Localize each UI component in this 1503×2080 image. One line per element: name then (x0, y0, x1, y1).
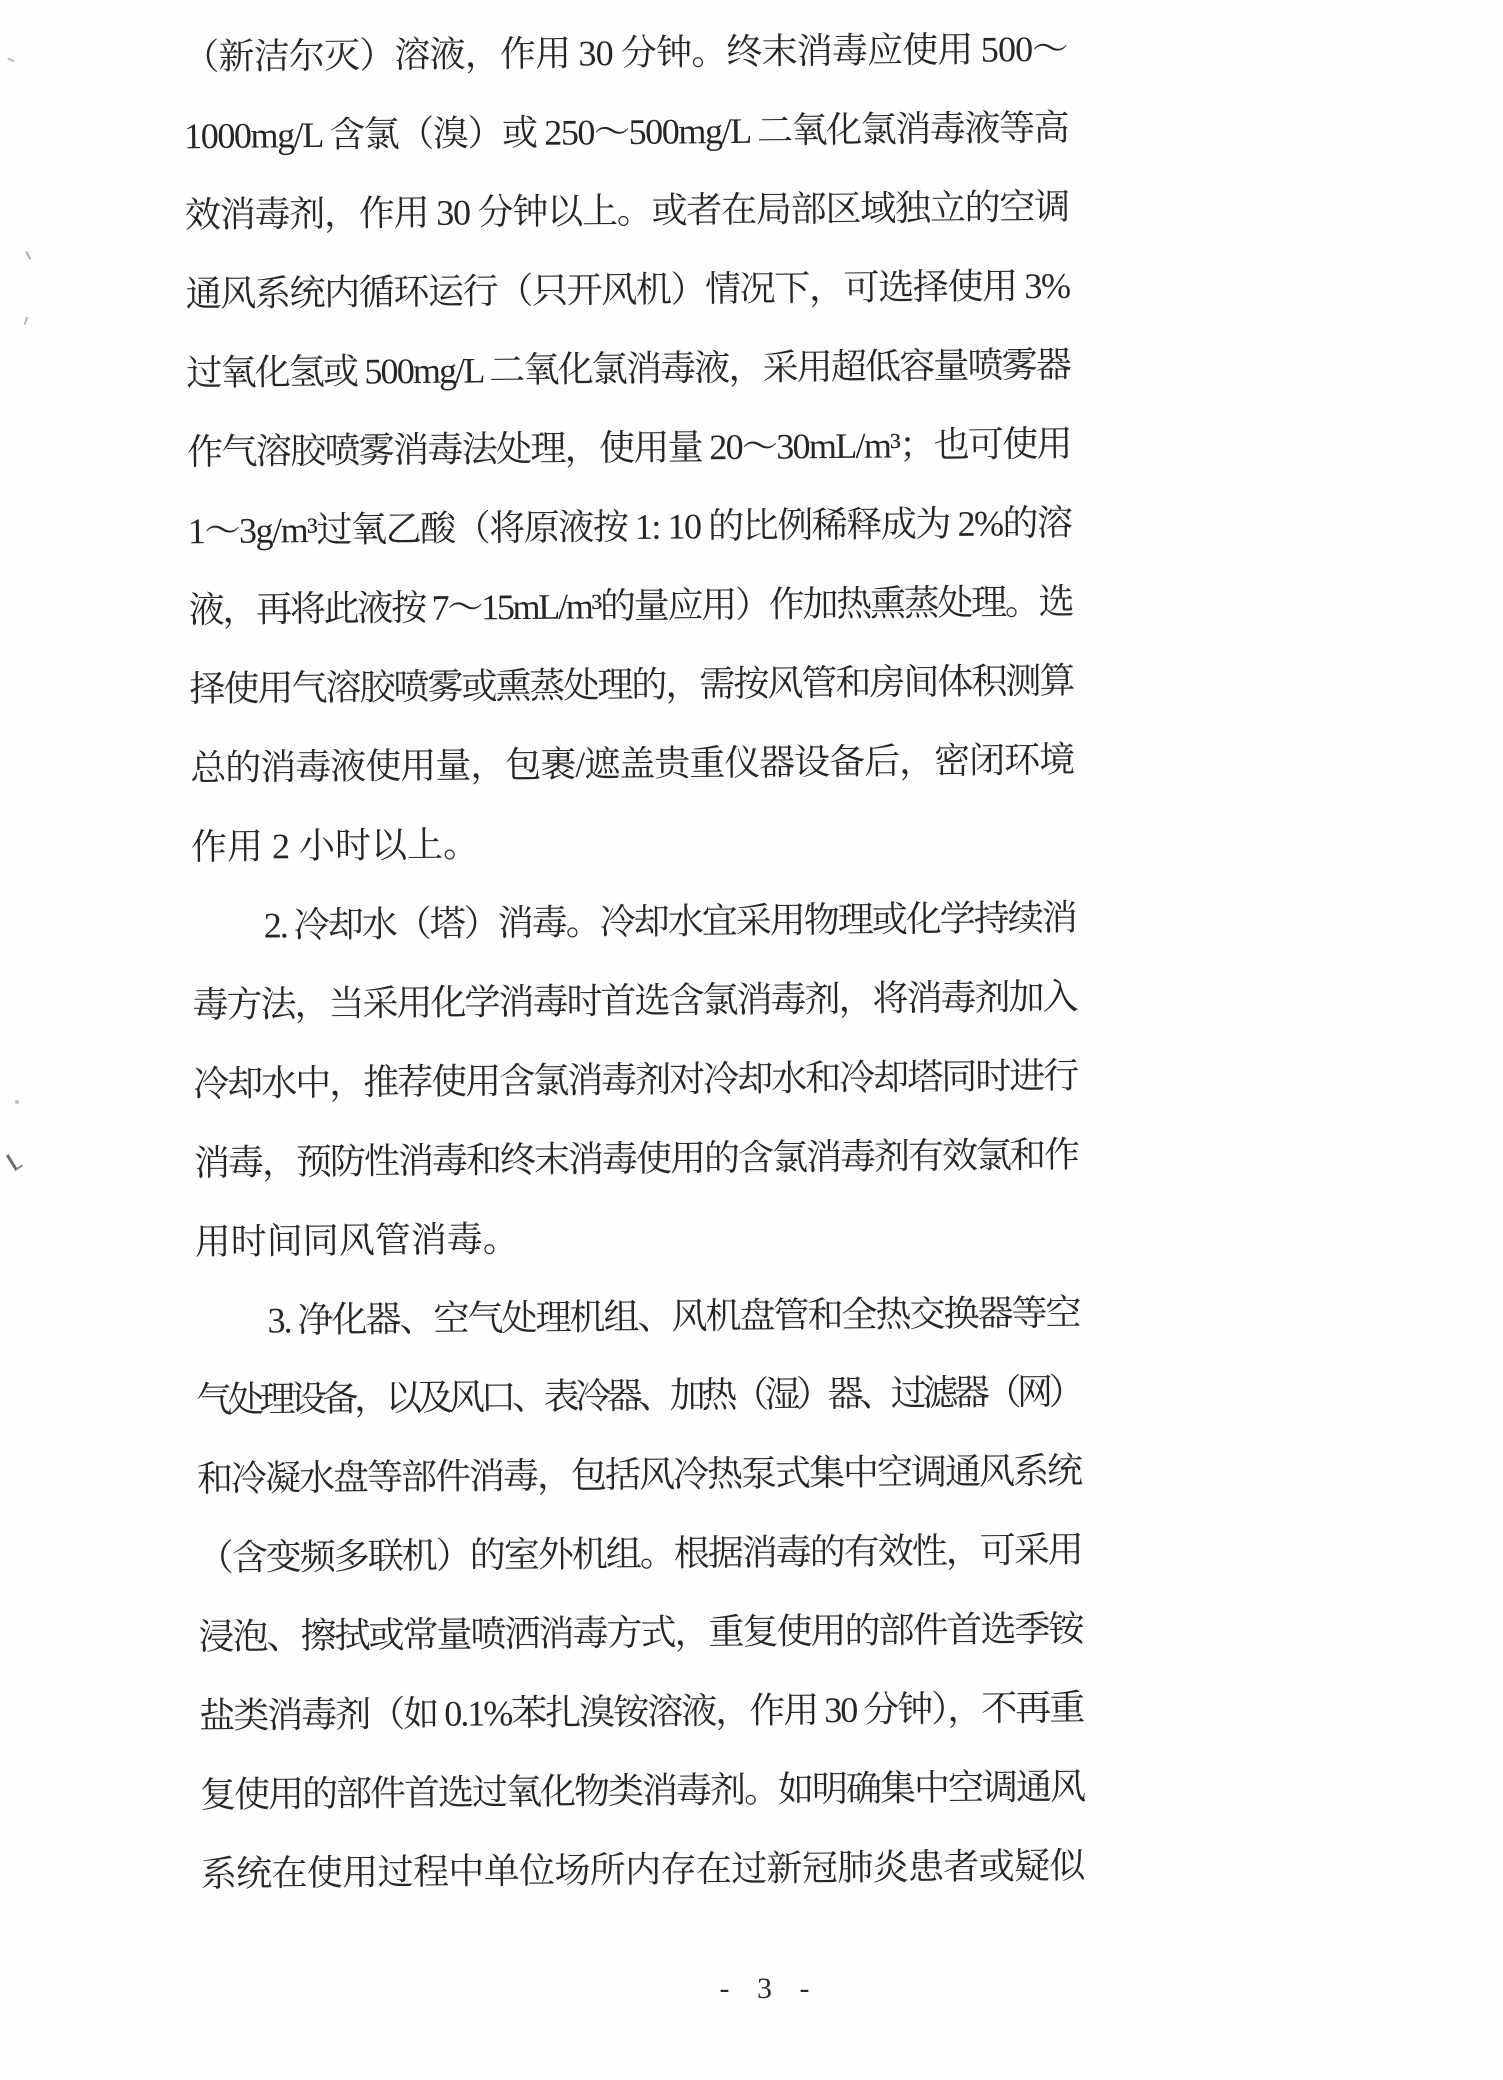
text-line: 毒方法，当采用化学消毒时首选含氯消毒剂，将消毒剂加入 (192, 976, 1077, 1026)
text-line: 作用 2 小时以上。 (190, 824, 480, 868)
text-line: 2. 冷却水（塔）消毒。冷却水宜采用物理或化学持续消 (263, 897, 1076, 946)
text-line: （新洁尔灭）溶液，作用 30 分钟。终末消毒应使用 500～ (183, 28, 1068, 78)
text-line: 过氧化氢或 500mg/L 二氧化氯消毒液，采用超低容量喷雾器 (186, 344, 1071, 394)
text-line: 系统在使用过程中单位场所内存在过新冠肺炎患者或疑似 (200, 1845, 1086, 1895)
text-line: 效消毒剂，作用 30 分钟以上。或者在局部区域独立的空调 (184, 186, 1070, 236)
text-line: 1000mg/L 含氯（溴）或 250～500mg/L 二氧化氯消毒液等高 (183, 107, 1069, 157)
text-line: 和冷凝水盘等部件消毒，包括风冷热泵式集中空调通风系统 (196, 1450, 1082, 1500)
scan-artifact (25, 249, 35, 260)
scan-artifact (6, 1151, 23, 1171)
text-line: 气处理设备，以及风口、表冷器、加热（湿）器、过滤器（网） (196, 1371, 1081, 1421)
text-line: 3. 净化器、空气处理机组、风机盘管和全热交换器等空 (267, 1292, 1080, 1341)
text-line: （含变频多联机）的室外机组。根据消毒的有效性，可采用 (197, 1529, 1082, 1579)
text-line: 浸泡、擦拭或常量喷洒消毒方式，重复使用的部件首选季铵 (198, 1608, 1083, 1658)
text-line: 择使用气溶胶喷雾或熏蒸处理的，需按风管和房间体积测算 (189, 660, 1074, 710)
text-line: 液，再将此液按 7～15mL/m³的量应用）作加热熏蒸处理。选 (188, 581, 1073, 631)
text-line: 通风系统内循环运行（只开风机）情况下，可选择使用 3% (185, 265, 1070, 315)
scan-artifact (19, 315, 28, 325)
page-number: - 3 - (719, 1972, 820, 2005)
text-line: 作气溶胶喷雾消毒法处理，使用量 20～30mL/m³；也可使用 (186, 423, 1072, 473)
text-line: 冷却水中，推荐使用含氯消毒剂对冷却水和冷却塔同时进行 (193, 1055, 1078, 1105)
text-line: 1～3g/m³过氧乙酸（将原液按 1: 10 的比例稀释成为 2%的溶 (187, 502, 1072, 552)
text-line: 复使用的部件首选过氧化物类消毒剂。如明确集中空调通风 (199, 1766, 1085, 1816)
text-line: 消毒，预防性消毒和终末消毒使用的含氯消毒剂有效氯和作 (193, 1134, 1079, 1184)
text-line: 盐类消毒剂（如 0.1%苯扎溴铵溶液，作用 30 分钟），不再重 (199, 1687, 1084, 1737)
scan-artifact (15, 1100, 19, 1104)
text-line: 用时间同风管消毒。 (194, 1219, 519, 1263)
scan-artifact (7, 55, 15, 62)
text-block (183, 10, 1085, 1914)
text-line: 总的消毒液使用量，包裹/遮盖贵重仪器设备后，密闭环境 (190, 739, 1075, 789)
